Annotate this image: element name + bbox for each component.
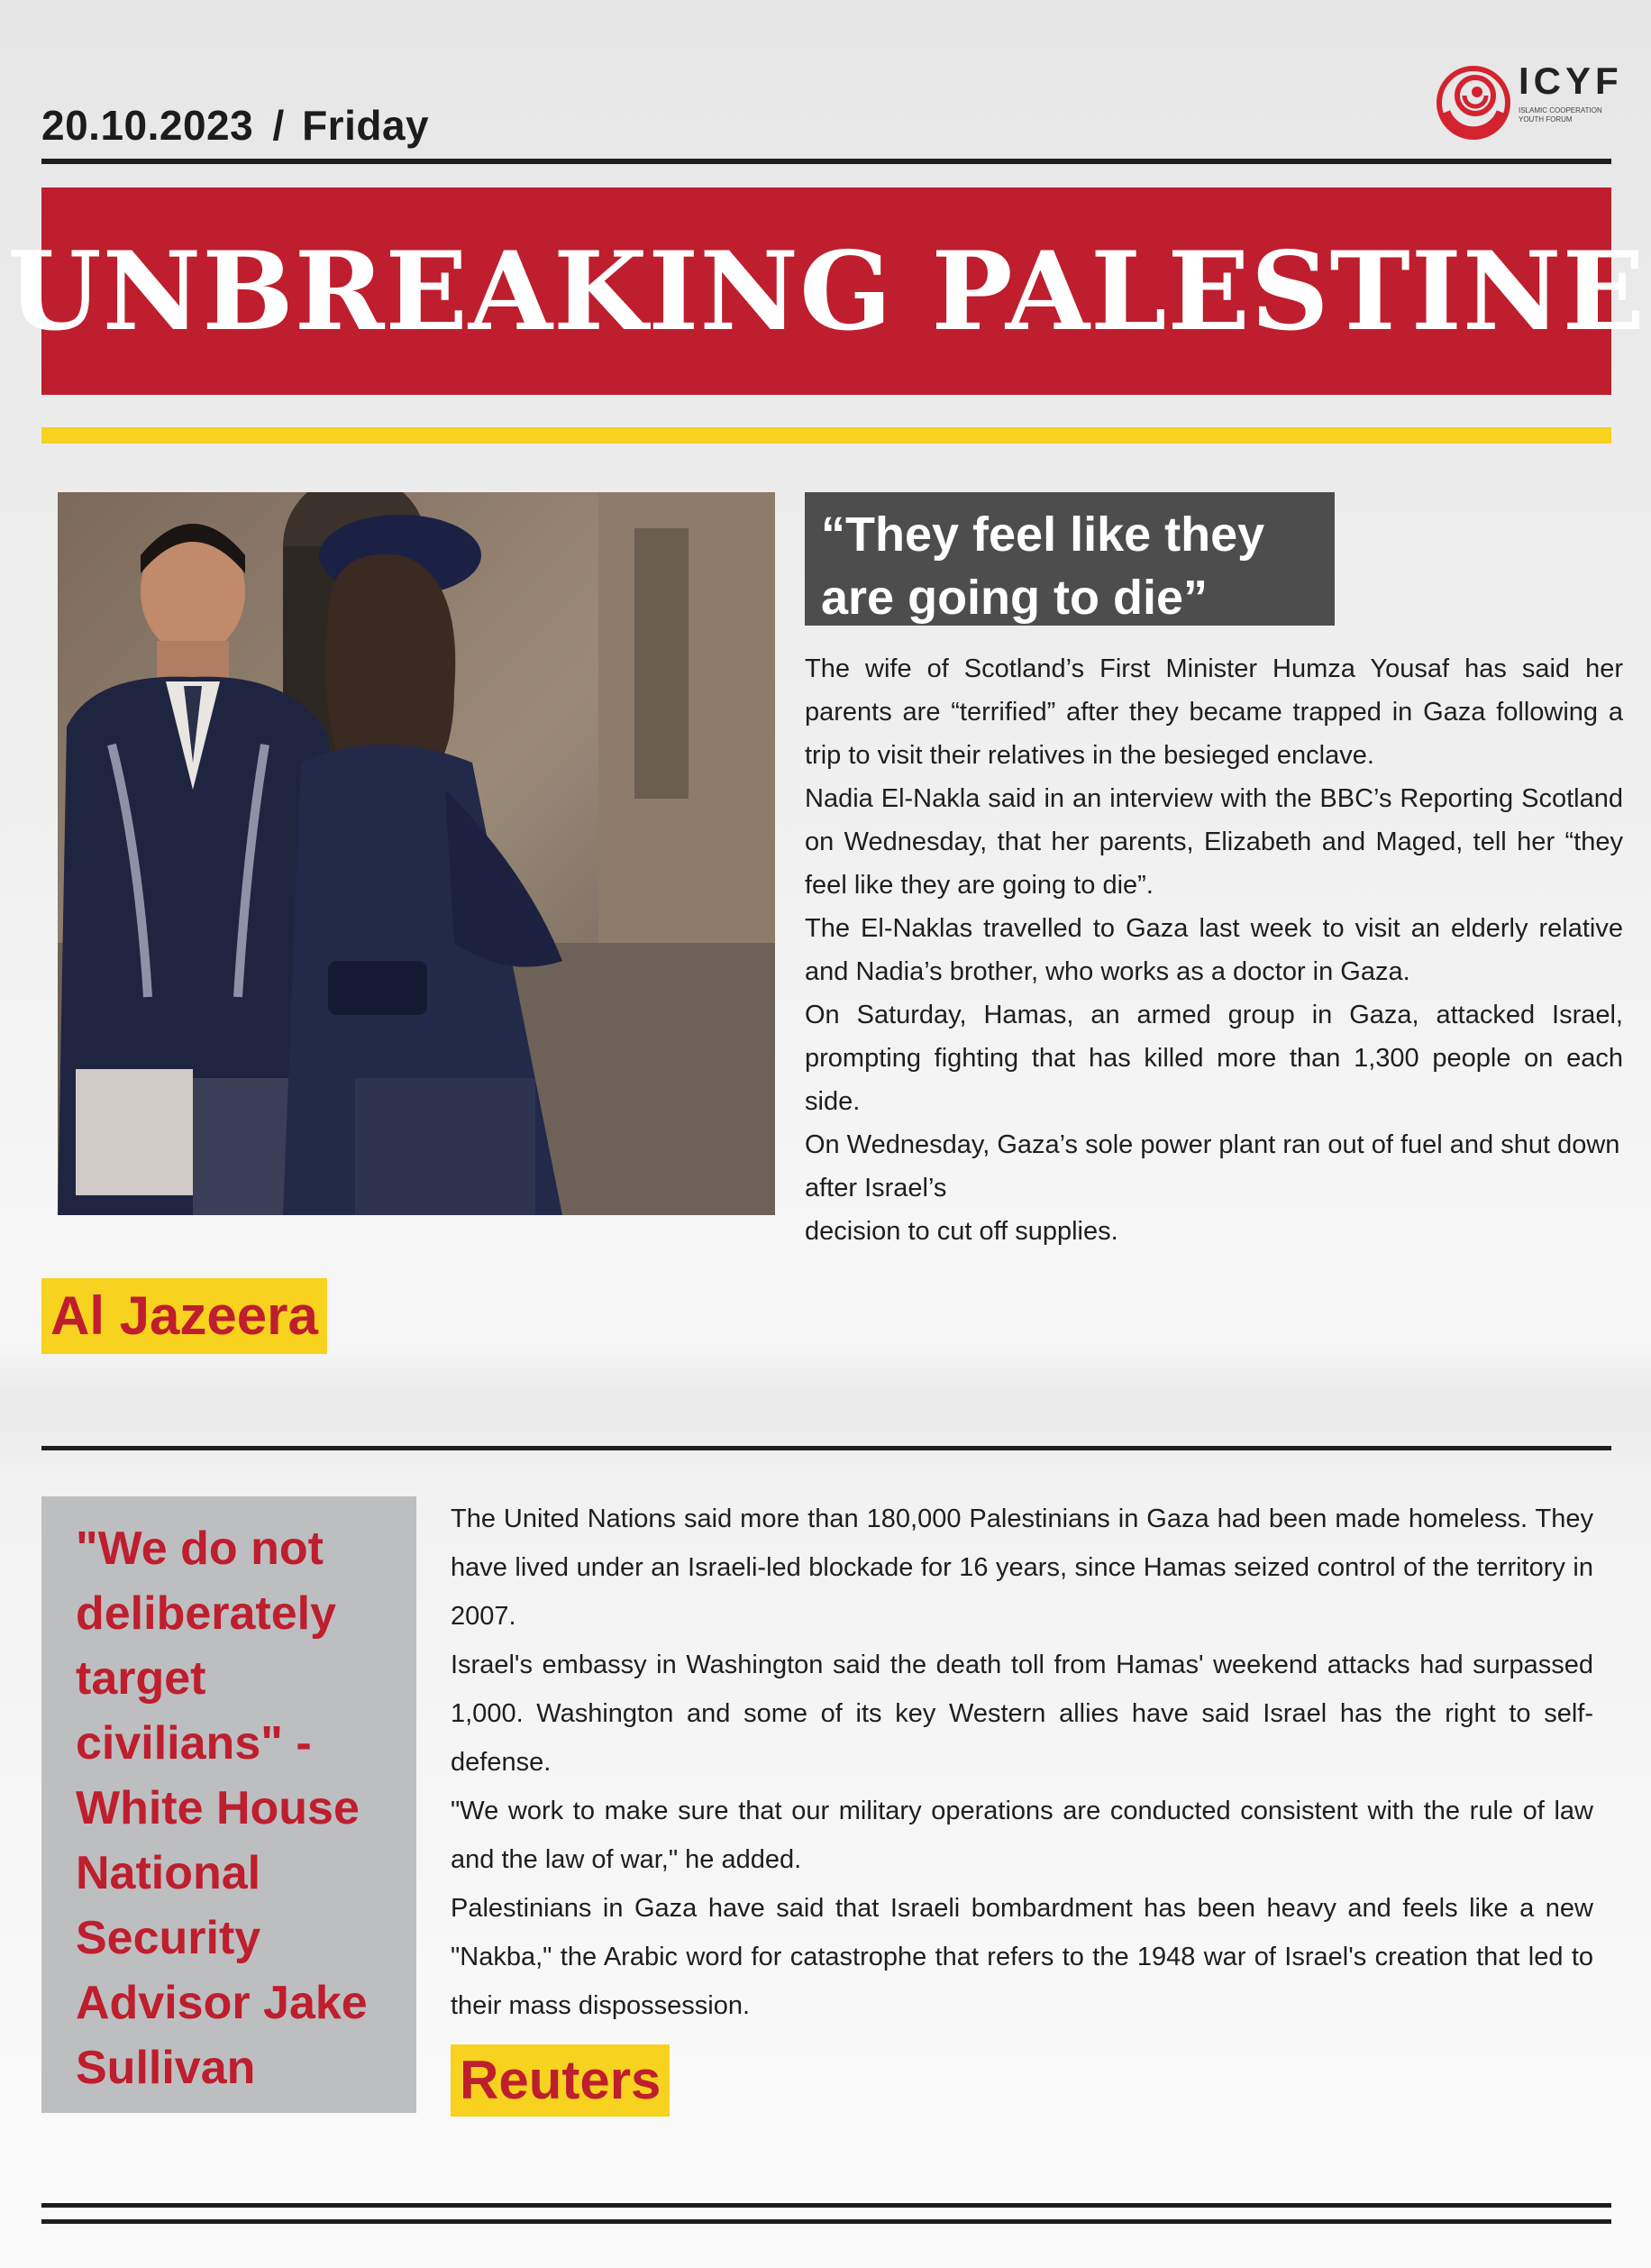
pull-quote-line-2: are going to die” — [821, 571, 1209, 625]
article1-pull-quote — [805, 492, 1335, 626]
article2-body — [451, 1495, 1593, 2030]
article2-paragraph: Palestinians in Gaza have said that Israeli bombardment has been heavy and feels like a new "Nakba," the Arabic word for catastrophe that refers to the 1948 war of Israel's creation that led to their mass dispossession. — [451, 1894, 1593, 2020]
section-rule — [41, 1446, 1611, 1450]
article1-paragraph: The El-Naklas travelled to Gaza last week to visit an elderly relative and Nadia’s brother, who works as a doctor in Gaza. — [805, 914, 1623, 986]
footer-rule-top — [41, 2203, 1611, 2208]
article2-source-label: Reuters — [451, 2044, 670, 2117]
article2-paragraph: Israel's embassy in Washington said the death toll from Hamas' weekend attacks had surpassed 1,000. Washington and some of its key Western allies have said Israel has the right to self-defense. — [451, 1651, 1593, 1777]
article1-source-label: Al Jazeera — [41, 1278, 327, 1354]
day-value: Friday — [302, 102, 430, 149]
title-banner — [6, 187, 1646, 395]
date-separator: / — [272, 102, 285, 149]
yellow-divider — [41, 427, 1611, 444]
logo-name: ICYF — [1519, 59, 1623, 102]
article1-paragraph: The wife of Scotland’s First Minister Humza Yousaf has said her parents are “terrified” after they became trapped in Gaza following a trip to visit their relatives in the besieged enclave. — [805, 654, 1623, 770]
date-value: 20.10.2023 — [41, 102, 254, 149]
article1-paragraph: decision to cut off supplies. — [805, 1217, 1118, 1246]
article1-paragraph: On Wednesday, Gaza’s sole power plant ran out of fuel and shut down after Israel’s — [805, 1130, 1620, 1203]
logo-subtext: ISLAMIC COOPERATION YOUTH FORUM — [1519, 106, 1602, 123]
photo-couple-illustration — [58, 492, 775, 1215]
icyf-logo-icon — [1428, 56, 1519, 146]
article2-pull-quote: "We do not deliberately target civilians" - White House National Security Advisor Jake Sullivan — [41, 1496, 416, 2113]
header-rule — [41, 159, 1611, 164]
article1-paragraph: On Saturday, Hamas, an armed group in Gaza, attacked Israel, prompting fighting that has killed more than 1,300 people on each side. — [805, 1001, 1623, 1116]
pull-quote-line-1: “They feel like they — [821, 508, 1265, 562]
article1-paragraph: Nadia El-Nakla said in an interview with the BBC’s Reporting Scotland on Wednesday, that her parents, Elizabeth and Maged, tell her “they feel like they are going to die”. — [805, 784, 1623, 900]
footer-rule-bottom — [41, 2219, 1611, 2224]
article1-body — [805, 647, 1623, 1253]
article2-paragraph: The United Nations said more than 180,000 Palestinians in Gaza had been made homeless. They have lived under an Israeli-led blockade for 16 years, since Hamas seized control of the territory in 2007. — [451, 1504, 1593, 1631]
news-photo — [58, 492, 775, 1215]
article2-paragraph: "We work to make sure that our military operations are conducted consistent with the rule of law and the law of war," he added. — [451, 1797, 1593, 1874]
issue-date — [41, 101, 429, 150]
banner-title: UNBREAKING PALESTINE — [6, 227, 1646, 355]
